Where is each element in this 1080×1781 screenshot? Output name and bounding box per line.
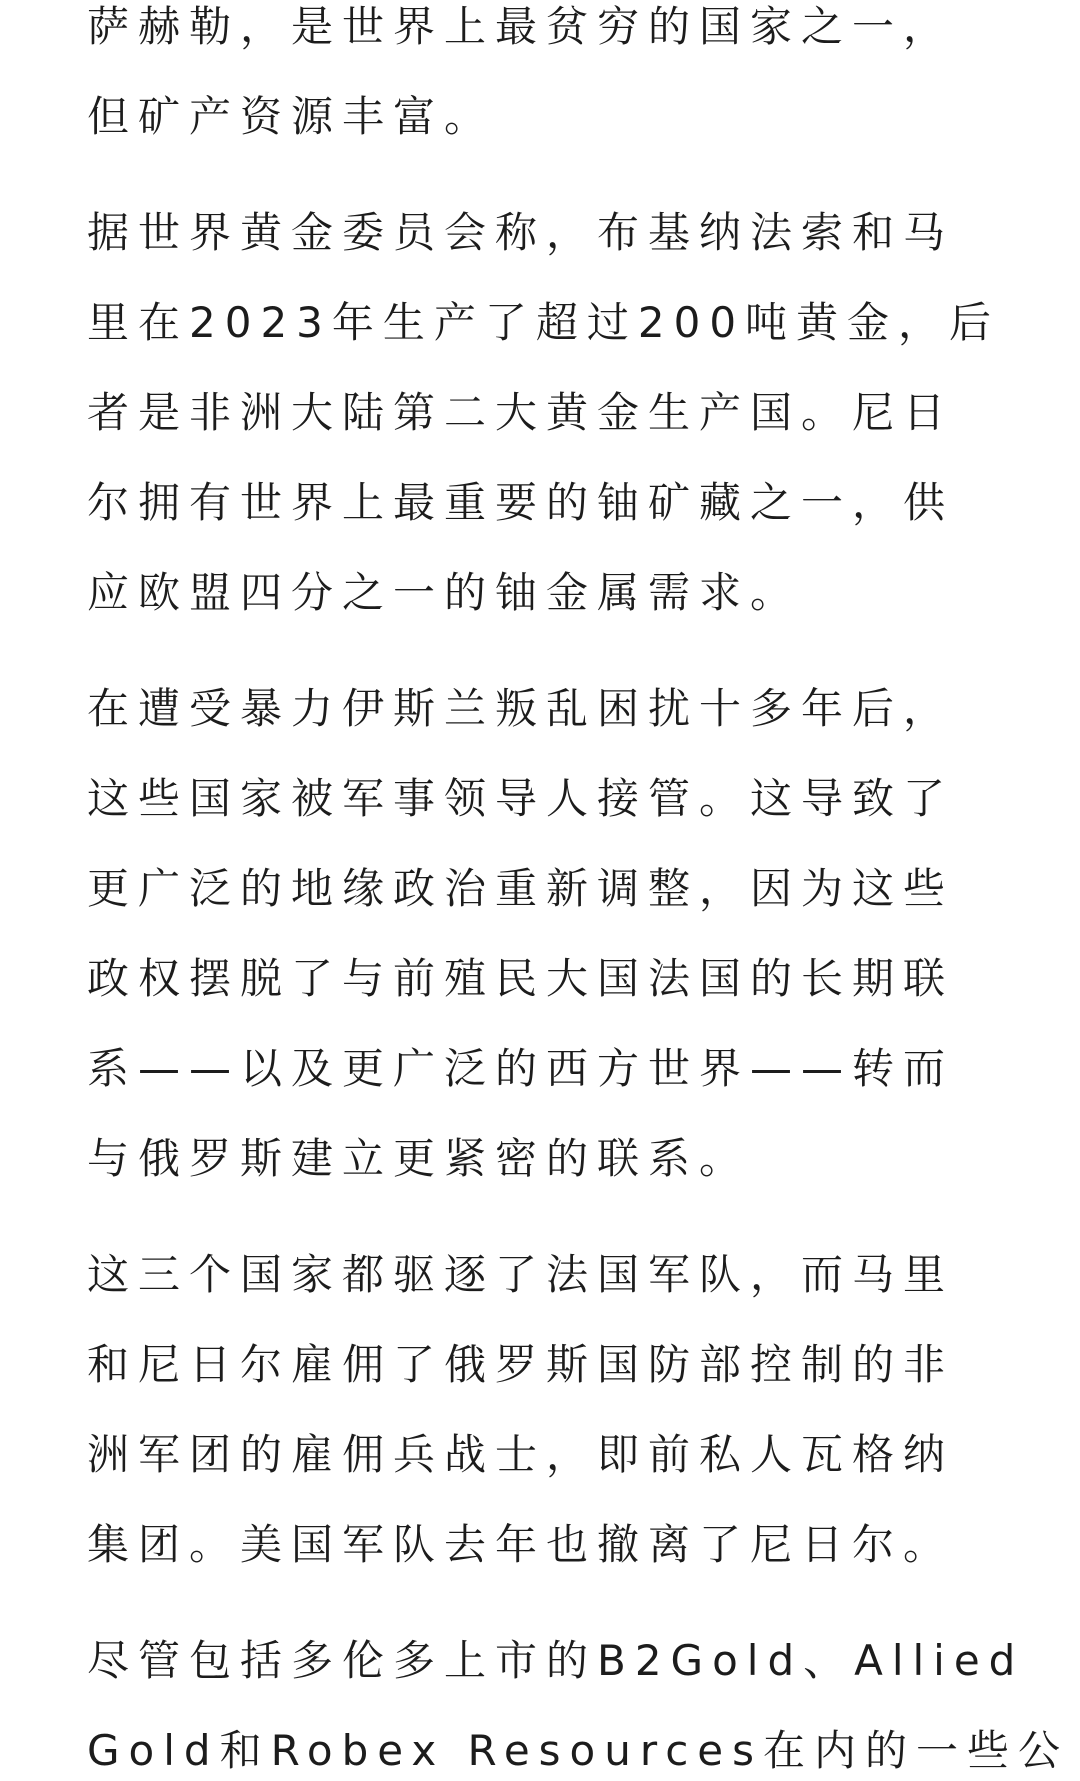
paragraph-5 [87, 1616, 1070, 1781]
text-line: 尽管包括多伦多上市的B2Gold、Allied [87, 1636, 1025, 1685]
text-line: 和尼日尔雇佣了俄罗斯国防部控制的非 [87, 1340, 955, 1389]
text-line: 洲军团的雇佣兵战士，即前私人瓦格纳 [87, 1430, 955, 1479]
text-line: 者是非洲大陆第二大黄金生产国。尼日 [87, 388, 955, 437]
text-line: 这些国家被军事领导人接管。这导致了 [87, 774, 955, 823]
text-line: Gold和Robex Resources在内的一些公 [87, 1726, 1070, 1775]
text-line: 这三个国家都驱逐了法国军队，而马里 [87, 1250, 955, 1299]
text-line: 在遭受暴力伊斯兰叛乱困扰十多年后， [87, 684, 955, 733]
text-line: 政权摆脱了与前殖民大国法国的长期联 [87, 954, 955, 1003]
text-line: 应欧盟四分之一的铀金属需求。 [87, 568, 802, 617]
text-line: 系——以及更广泛的西方世界——转而 [87, 1044, 955, 1093]
paragraph-1 [87, 0, 1003, 162]
text-line: 萨赫勒，是世界上最贫穷的国家之一， [87, 2, 955, 51]
text-line: 与俄罗斯建立更紧密的联系。 [87, 1134, 751, 1183]
text-line: 集团。美国军队去年也撤离了尼日尔。 [87, 1520, 955, 1569]
text-line: 尔拥有世界上最重要的铀矿藏之一，供 [87, 478, 955, 527]
paragraph-4 [87, 1230, 1003, 1590]
text-line: 更广泛的地缘政治重新调整，因为这些 [87, 864, 955, 913]
text-line: 但矿产资源丰富。 [87, 92, 496, 141]
text-line: 里在2023年生产了超过200吨黄金，后 [87, 298, 1001, 347]
paragraph-3 [87, 664, 1003, 1204]
article-body [87, 0, 1070, 1781]
text-line: 据世界黄金委员会称，布基纳法索和马 [87, 208, 955, 257]
paragraph-2 [87, 188, 1003, 638]
